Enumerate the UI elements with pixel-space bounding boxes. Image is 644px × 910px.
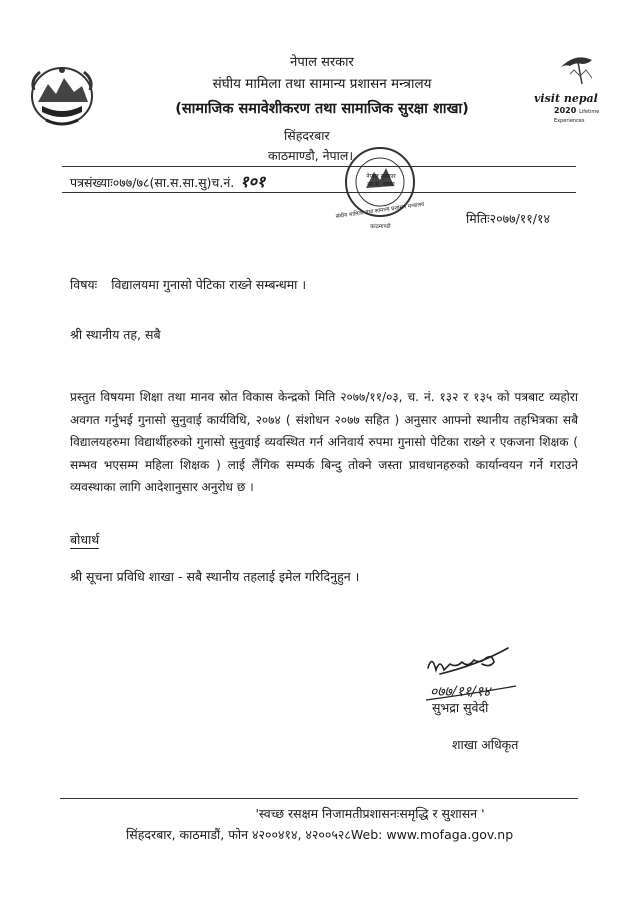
address-line-1: सिंहदरबार — [284, 128, 330, 143]
footer-motto: 'स्वच्छ रसक्षम निजामतीप्रशासनःसमृद्धि र सुशासन ' — [255, 806, 485, 821]
footer-contact: सिंहदरबार, काठमाडौं, फोन ४२००४१४, ४२००५२८Web: www.mofaga.gov.np — [126, 827, 514, 842]
subject-line — [70, 276, 306, 293]
cc-heading — [70, 531, 99, 548]
section-name: (सामाजिक समावेशीकरण तथा सामाजिक सुरक्षा शाखा) — [175, 101, 469, 117]
reference-label: पत्रसंख्याः०७७/७८(सा.स.सा.सु)च.नं. — [70, 175, 235, 190]
government-name: नेपाल सरकार — [290, 55, 354, 70]
reference-number — [70, 170, 265, 192]
letter-date: मितिः२०७७/११/१४ — [466, 211, 551, 226]
visit-nepal-year: 2020 — [554, 106, 577, 115]
address-line-2: काठमाण्डौ, नेपाल। — [268, 148, 354, 163]
cc-text: श्री सूचना प्रविधि शाखा - सबै स्थानीय तहलाई इमेल गरिदिनुहुन । — [70, 569, 360, 584]
recipient: श्री स्थानीय तह, सबै — [70, 327, 161, 342]
handwritten-signature — [420, 634, 530, 704]
reference-handwritten-number: १०१ — [240, 172, 266, 191]
nepal-emblem-icon — [26, 62, 98, 128]
visit-nepal-tagline: Lifetime Experiences — [554, 109, 600, 124]
subject-label: विषयः — [70, 277, 98, 292]
signatory-name: सुभद्रा सुवेदी — [432, 700, 489, 715]
letter-body: प्रस्तुत विषयमा शिक्षा तथा मानव स्रोत विकास केन्द्रको मिति २०७७/११/०३, च. नं. १३२ र १३५ को पत्रबाट व्यहोरा अवगत गर्नुभई गुनासो सुनुवाई कार्यविधि, २०७४ ( संशोधन २०७७ सहित ) अनुसार आफ्नो स्थानीय तहभित्रका सबै विद्यालयहरुमा विद्यार्थीहरुको गुनासो सुनुवाई व्यवस्थित गर्न अनिवार्य रुपमा गुनासो पेटिका राख्ने र एकजना शिक्षक ( सम्भव भएसम्म महिला शिक्षक ) लाई लैंगिक सम्पर्क बिन्दु तोक्ने जस्ता प्रावधानहरुको कार्यान्वयन गर्ने गराउने व्यवस्थाका लागि आदेशानुसार अनुरोध छ । — [70, 390, 578, 494]
office-stamp — [330, 142, 430, 238]
ministry-name: संघीय मामिला तथा सामान्य प्रशासन मन्त्रालय — [212, 76, 432, 92]
stamp-text-arc: संघीय मामिला तथा सामान्य प्रशासन मन्त्रालय — [335, 201, 425, 221]
cc-label: बोधार्थ — [70, 532, 100, 547]
header-rule-top — [62, 166, 576, 167]
footer-rule — [60, 798, 578, 799]
signatory-title: शाखा अधिकृत — [452, 737, 519, 752]
signature-date: ०७७/११/१४ — [430, 684, 491, 700]
stamp-text-city: काठमाण्डौ — [370, 224, 391, 230]
header-rule-bottom — [62, 192, 576, 193]
visit-nepal-text: visit nepal — [534, 92, 598, 105]
subject-text: विद्यालयमा गुनासो पेटिका राख्ने सम्बन्धमा । — [111, 277, 307, 292]
stamp-text-bottom: सा.स. शाखा — [367, 181, 395, 188]
stamp-text-top: नेपाल सरकार — [366, 173, 396, 180]
